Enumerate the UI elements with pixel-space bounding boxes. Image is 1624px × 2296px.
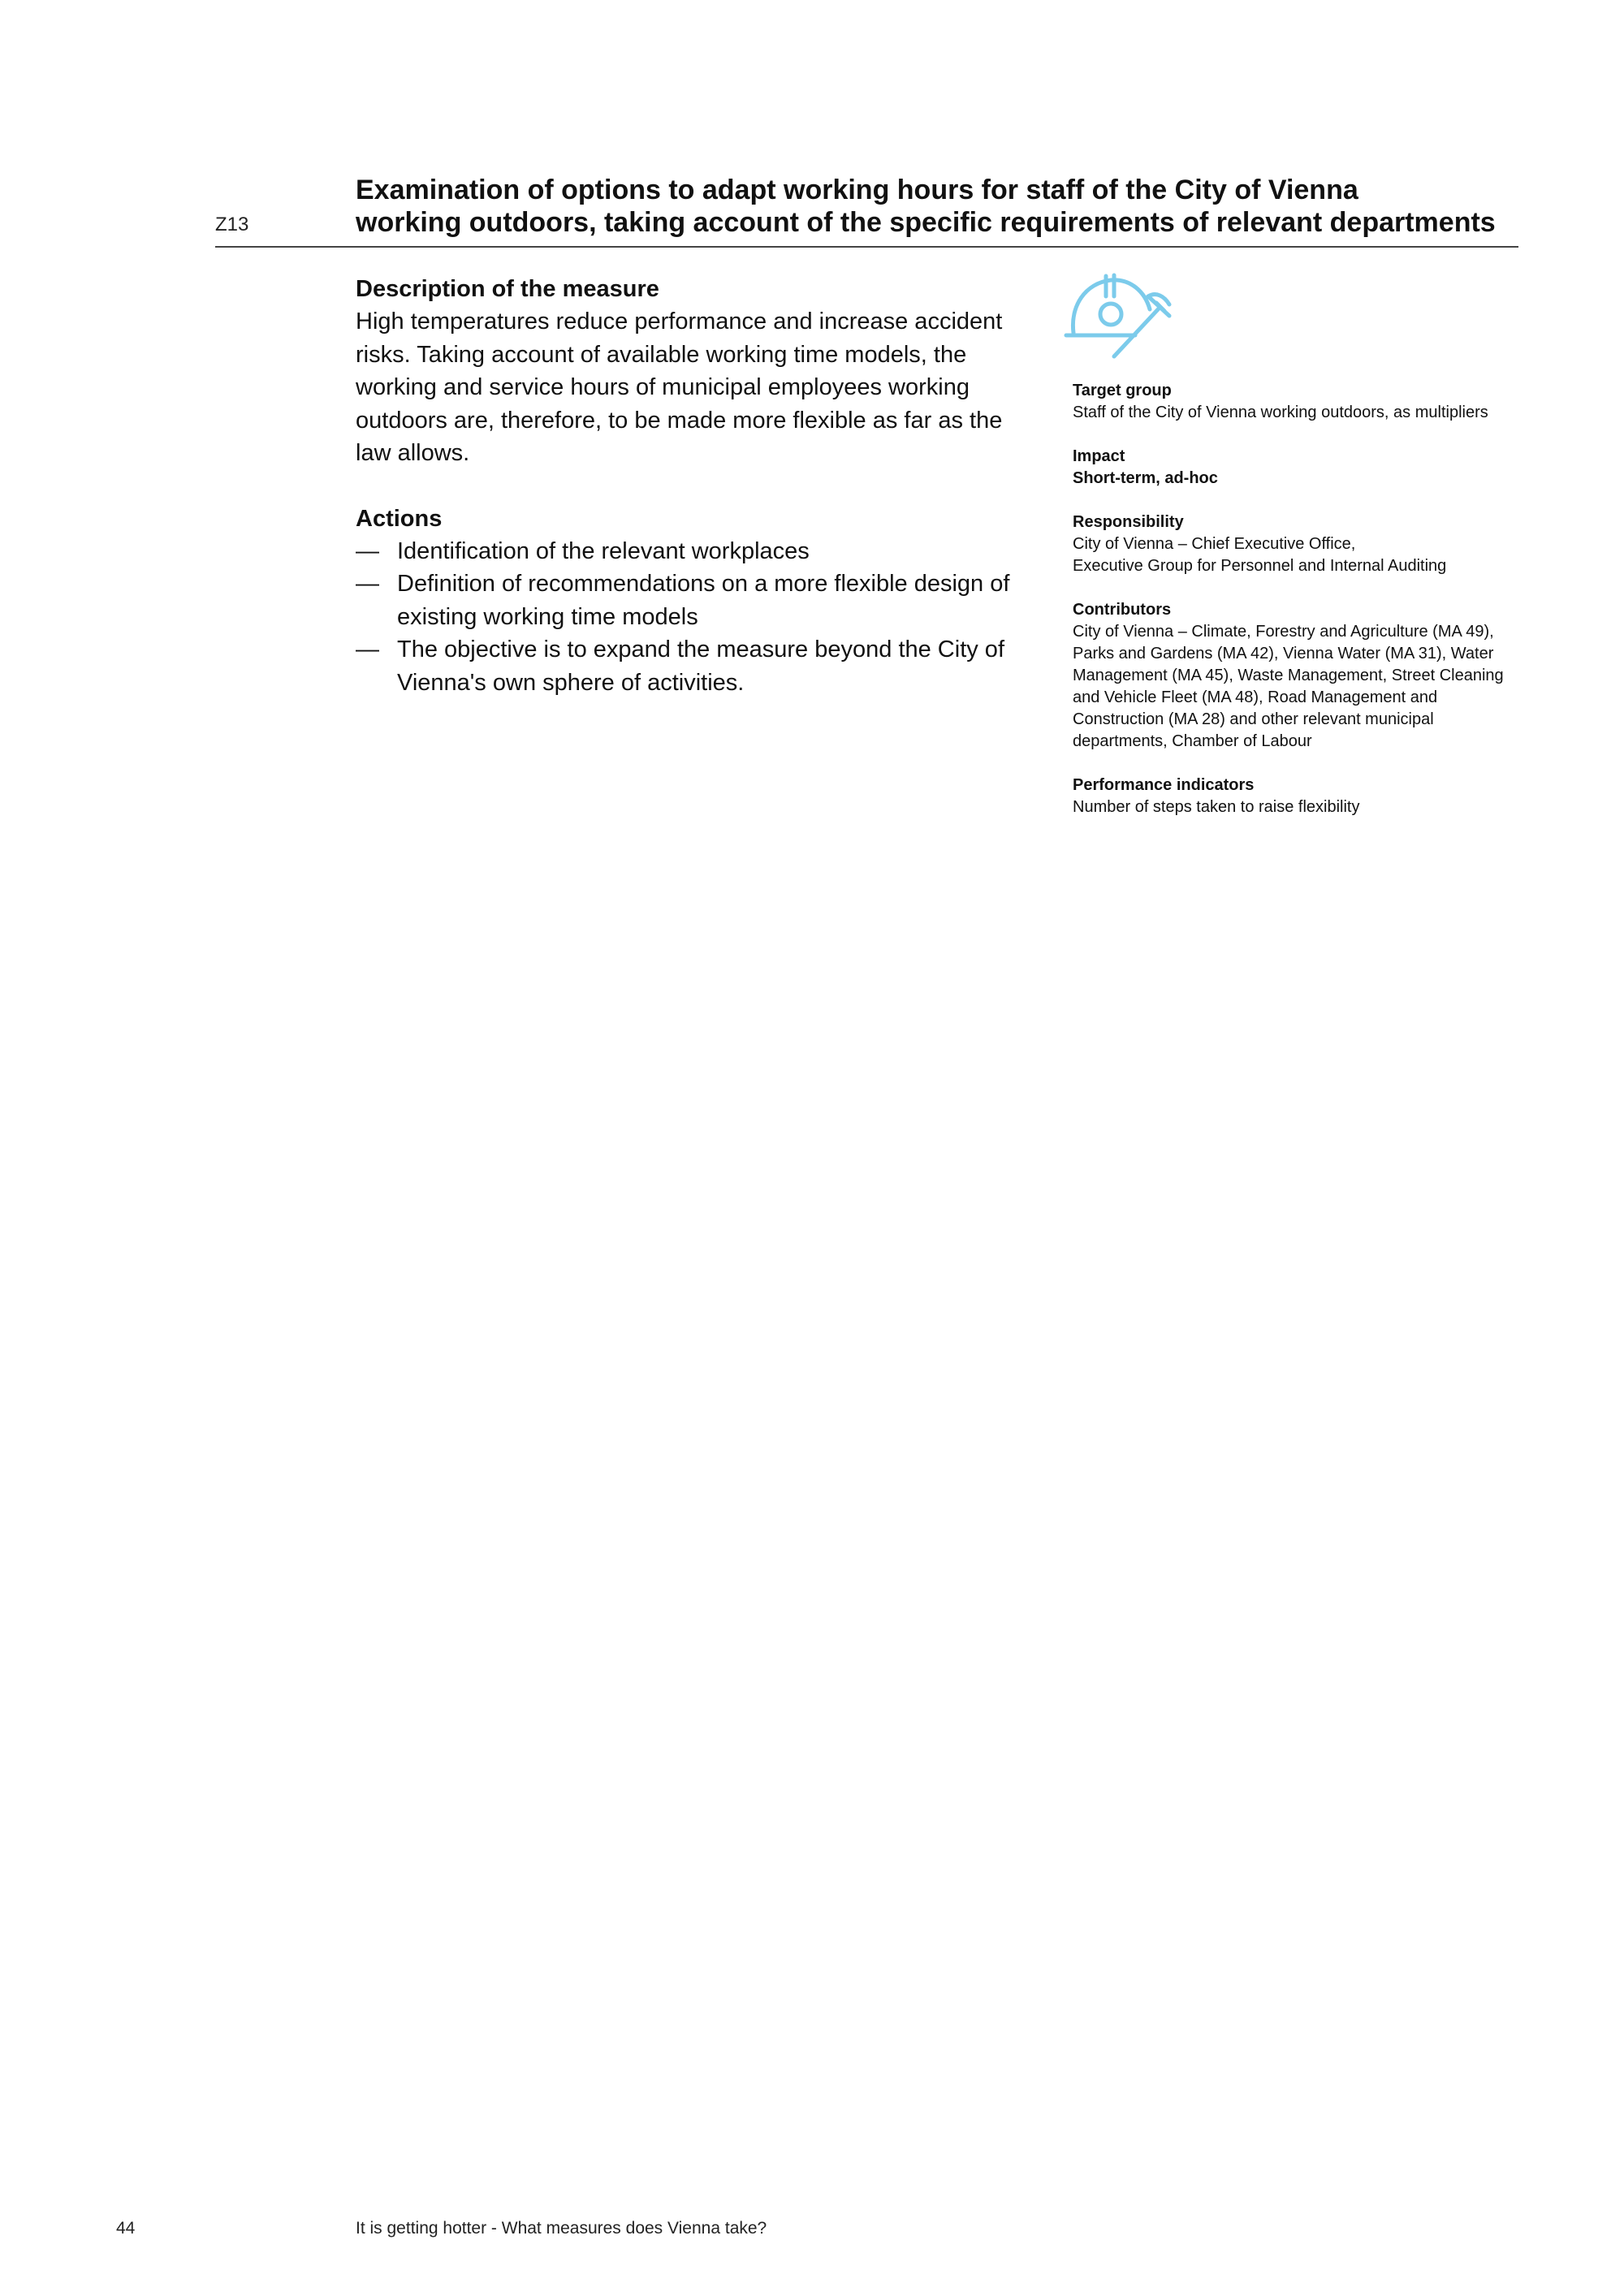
action-item [356, 568, 1038, 633]
target-group-value: Staff of the City of Vienna working outdoors, as multipliers [1073, 404, 1488, 421]
responsibility-line-2: Executive Group for Personnel and Internal Auditing [1073, 557, 1447, 575]
main-column [356, 273, 1038, 699]
contributors-value: City of Vienna – Climate, Forestry and Agriculture (MA 49), Parks and Gardens (MA 42), Vienna Water (MA 31), Water Management (MA 45), Waste Management, Street Cleaning and Vehicle Fleet (MA 48), Road Management and Construction (MA 28) and other relevant municipal departments, Chamber of Labour [1073, 623, 1504, 750]
dash-bullet: — [356, 637, 379, 662]
performance-indicators-label: Performance indicators [1073, 776, 1255, 794]
dash-bullet: — [356, 537, 379, 564]
responsibility-block [1073, 511, 1527, 577]
contributors-block [1073, 599, 1527, 753]
description-text: High temperatures reduce performance and increase accident risks. Taking account of available working time models, the working and service hours of municipal employees working outdoors are, therefore, to be made more flexible as far as the law allows. [356, 309, 1003, 466]
target-group-label: Target group [1073, 382, 1172, 399]
measure-title [356, 174, 1525, 239]
contributors-label: Contributors [1073, 601, 1172, 619]
performance-indicators-value: Number of steps taken to raise flexibility [1073, 798, 1360, 816]
actions-list [356, 535, 1038, 700]
impact-block [1073, 446, 1527, 490]
action-item-text: The objective is to expand the measure beyond the City of Vienna's own sphere of activities. [397, 637, 1004, 696]
responsibility-label: Responsibility [1073, 513, 1184, 531]
action-item-text: Identification of the relevant workplaces [397, 537, 810, 564]
responsibility-line-1: City of Vienna – Chief Executive Office, [1073, 535, 1356, 553]
hard-hat-icon [1064, 272, 1174, 363]
footer-publication-title: It is getting hotter - What measures does Vienna take? [356, 2219, 767, 2238]
measure-details-sidebar [1073, 380, 1527, 840]
description-section [356, 273, 1038, 470]
target-group-block [1073, 380, 1527, 424]
measure-title-line-1: Examination of options to adapt working hours for staff of the City of Vienna [356, 175, 1358, 205]
action-item [356, 535, 1038, 568]
measure-code: Z13 [215, 214, 249, 235]
description-heading: Description of the measure [356, 276, 659, 302]
title-divider [215, 246, 1518, 248]
impact-label: Impact [1073, 447, 1125, 465]
action-item-text: Definition of recommendations on a more flexible design of existing working time models [397, 571, 1010, 630]
dash-bullet: — [356, 571, 379, 597]
measure-title-line-2: working outdoors, taking account of the specific requirements of relevant departments [356, 207, 1496, 238]
page-number: 44 [116, 2219, 136, 2238]
performance-indicators-block [1073, 775, 1527, 818]
actions-heading: Actions [356, 505, 443, 532]
action-item [356, 633, 1038, 699]
impact-value: Short-term, ad-hoc [1073, 469, 1218, 487]
actions-section [356, 503, 1038, 700]
